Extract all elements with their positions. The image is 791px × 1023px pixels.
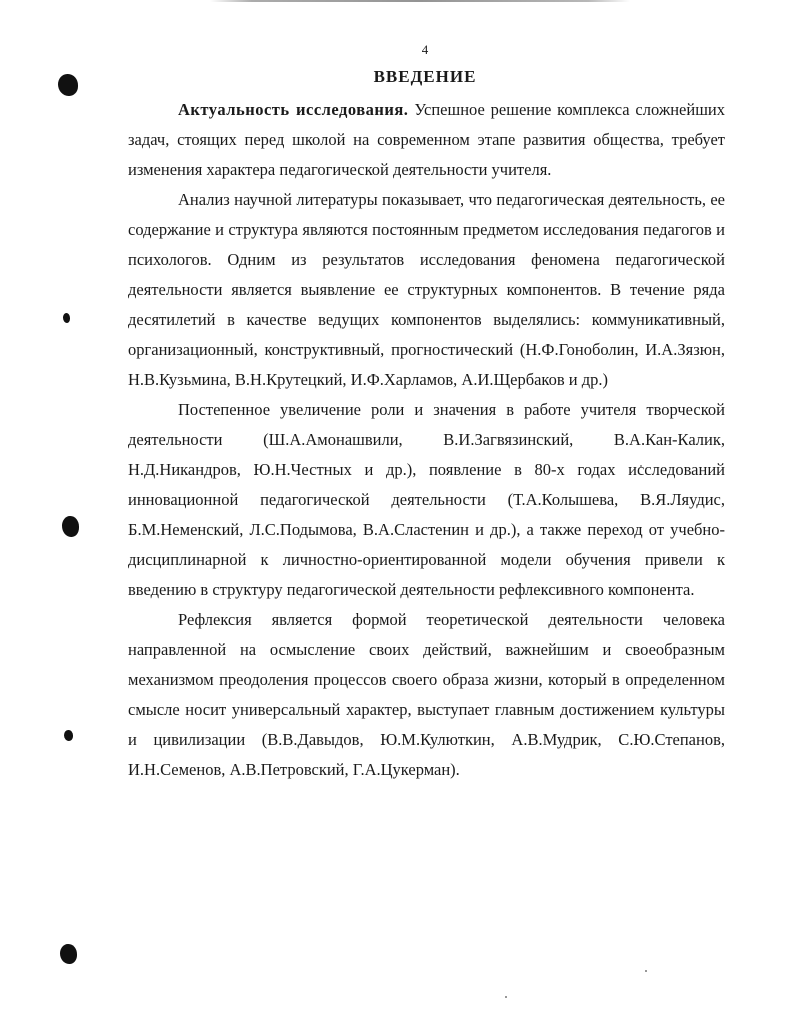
paragraph: Постепенное увеличение роли и значения в работе учителя творческой деятельности (Ш.А.Амонашвили, В.И.Загвязинский, В.А.Кан-Калик, Н.Д.Никандров, Ю.Н.Честных и др.), появление в 80-х годах исследований инновационной педагогической деятельности (Т.А.Колышева, В.Я.Ляудис, Б.М.Неменский, Л.С.Подымова, В.А.Сластенин и др.), а также переход от учебно-дисциплинарной к личностно-ориентированной модели обучения привели к введению в структуру педагогической деятельности рефлексивного компонента. (128, 400, 725, 599)
document-body (128, 95, 725, 785)
binder-hole-blot (60, 944, 77, 964)
paragraph-lead: Актуальность исследования. (178, 100, 409, 119)
paragraph: Рефлексия является формой теоретической деятельности человека направленной на осмысление своих действий, важнейшим и своеобразным механизмом преодоления процессов своего образа жизни, который в определенном смысле носит универсальный характер, выступает главным достижением культуры и цивилизации (В.В.Давыдов, Ю.М.Кулюткин, А.В.Мудрик, С.Ю.Степанов, И.Н.Семенов, А.В.Петровский, Г.А.Цукерман). (128, 610, 725, 779)
page-number: 4 (421, 42, 429, 57)
binder-hole-blot (62, 516, 79, 537)
paragraph (128, 95, 725, 185)
scan-speck (645, 970, 647, 972)
scan-edge-line (210, 0, 630, 2)
scan-speck (505, 996, 507, 998)
binder-hole-blot (64, 730, 73, 741)
page-title: ВВЕДЕНИЕ (373, 67, 477, 86)
paragraph-text: Успешное решение комплекса сложнейших задач, стоящих перед школой на современном этапе развития общества, требует изменения характера педагогической деятельности учителя. (128, 100, 725, 179)
paragraph: Анализ научной литературы показывает, что педагогическая деятельность, ее содержание и структура являются постоянным предметом исследования педагогов и психологов. Одним из результатов исследования феномена педагогической деятельности является выявление ее структурных компонентов. В течение ряда десятилетий в качестве ведущих компонентов выделялись: коммуникативный, организационный, конструктивный, прогностический (Н.Ф.Гоноболин, И.А.Зязюн, Н.В.Кузьмина, В.Н.Крутецкий, И.Ф.Харламов, А.И.Щербаков и др.) (128, 190, 725, 389)
binder-hole-blot (63, 313, 70, 323)
